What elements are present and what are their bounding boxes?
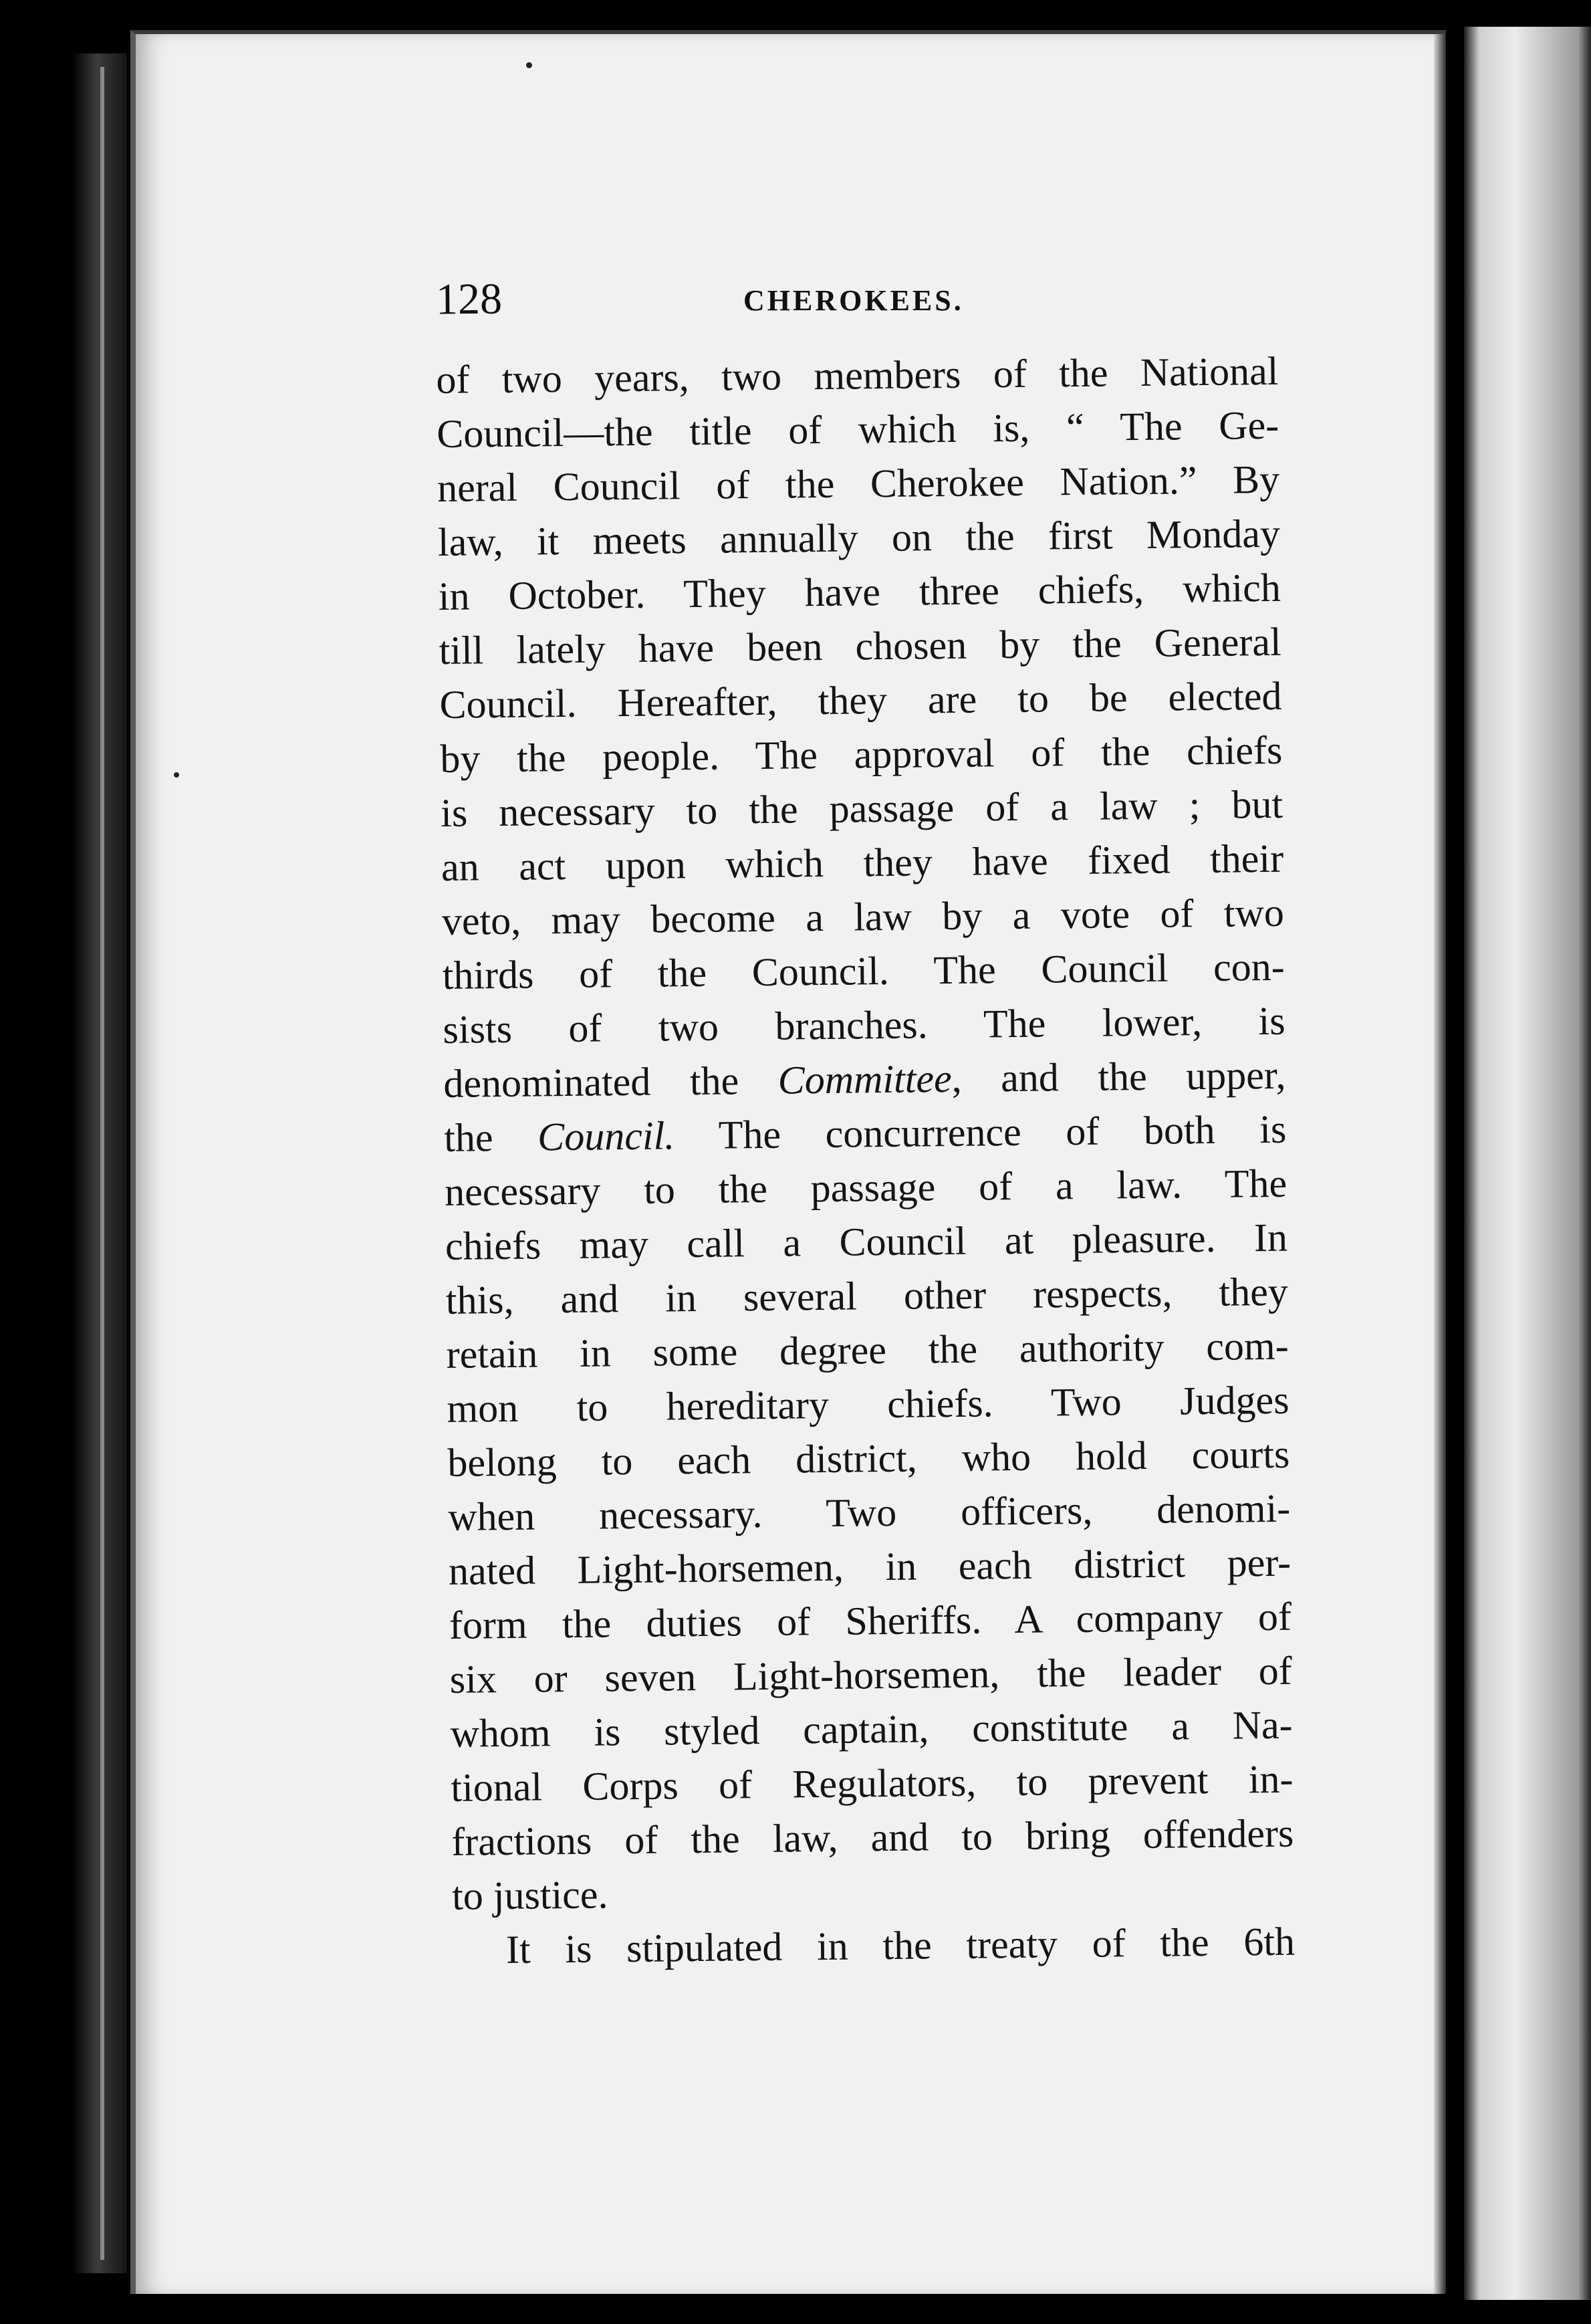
text-line: this, and in several other respects, they [445, 1269, 1289, 1322]
text-line: nated Light-horsemen, in each district per- [448, 1540, 1292, 1593]
text-line: chiefs may call a Council at pleasure. In [445, 1215, 1288, 1268]
text-run: denominated the [443, 1058, 739, 1106]
text-line: form the duties of Sheriffs. A company of [449, 1594, 1292, 1647]
text-line: law, it meets annually on the first Monday [437, 511, 1281, 564]
page-gutter-shadow [1434, 34, 1446, 2294]
text-line: belong to each district, who hold courts [447, 1431, 1290, 1485]
paragraph-first-line: It is stipulated in the treaty of the 6th [505, 1919, 1296, 1972]
running-head [436, 274, 1305, 334]
text-line: tional Corps of Regulators, to prevent in- [451, 1756, 1294, 1810]
text-line: when necessary. Two officers, denomi- [447, 1486, 1291, 1539]
text-line: whom is styled captain, constitute a Na- [450, 1702, 1293, 1756]
text-line: sists of two branches. The lower, is [443, 998, 1286, 1052]
body-text [436, 344, 1295, 1978]
text-line: veto, may become a law by a vote of two [441, 890, 1285, 943]
running-title: CHEROKEES. [743, 284, 964, 317]
text-line: of two years, two members of the National [436, 348, 1279, 402]
facing-page-edge [1464, 27, 1591, 2300]
text-line: an act upon which they have fixed their [441, 836, 1284, 889]
text-line: six or seven Light-horsemen, the leader of [449, 1648, 1293, 1702]
text-line: till lately have been chosen by the General [439, 619, 1281, 673]
text-line: Council. Hereafter, they are to be elected [439, 673, 1282, 727]
text-line: thirds of the Council. The Council con- [442, 944, 1286, 998]
italic-term-committee: Committee [777, 1056, 952, 1102]
speck-mark [174, 772, 179, 778]
text-line: retain in some degree the authority com- [446, 1323, 1289, 1377]
text-line: necessary to the passage of a law. The [444, 1161, 1288, 1214]
text-line: mon to hereditary chiefs. Two Judges [447, 1377, 1290, 1431]
text-line: by the people. The approval of the chiefs [440, 727, 1283, 781]
text-line: is necessary to the passage of a law ; but [440, 782, 1283, 835]
text-line: Council—the title of which is, “ The Ge- [436, 402, 1279, 456]
speck-mark [526, 62, 532, 68]
text-line: to justice. [451, 1872, 608, 1918]
text-line: neral Council of the Cherokee Nation.” By [437, 457, 1280, 510]
text-line: fractions of the law, and to bring offenders [451, 1811, 1294, 1864]
book-spine-line [100, 67, 104, 2260]
text-line [444, 1102, 1287, 1165]
text-run: the [443, 1115, 493, 1160]
page-number: 128 [435, 274, 503, 324]
text-line [443, 1048, 1286, 1111]
text-run: The concurrence of both is [718, 1107, 1287, 1157]
text-line: in October. They have three chiefs, which [438, 565, 1281, 618]
italic-term-council: Council. [537, 1113, 675, 1159]
text-run: , and the upper, [951, 1052, 1286, 1100]
